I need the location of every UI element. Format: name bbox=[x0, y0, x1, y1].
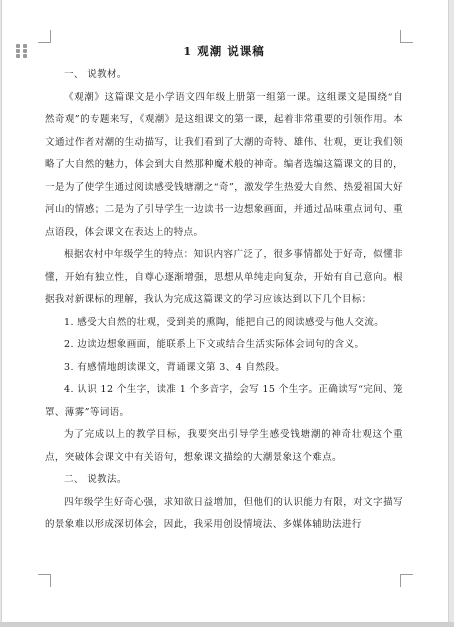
objective-item-2: 2. 边读边想象画面，能联系上下文或结合生活实际体会词句的含义。 bbox=[64, 339, 365, 350]
drag-handle-icon[interactable] bbox=[16, 44, 28, 58]
objective-item-4: 4. 认识 12 个生字，读准 1 个多音字，会写 15 个生字。正确读写“完间、笼罩、薄雾”等词语。 bbox=[45, 384, 403, 418]
document-page bbox=[2, 0, 448, 622]
document-title: 1 观潮 说课稿 bbox=[183, 44, 265, 58]
paragraph-student-analysis: 根据农村中年级学生的特点：知识内容广泛了，很多事情都处于好奇，似懂非懂，开始有独立性，自尊心逐渐增强，思想从单纯走向复杂，开始有自己意向。根据我对新课标的理解，我认为完成这篇课文的学习应该达到以下几个目标： bbox=[45, 249, 403, 305]
paragraph-method: 四年级学生好奇心强，求知欲日益增加，但他们的认识能力有限，对文字描写的景象难以形成深切体会，因此，我采用创设情境法、多媒体辅助法进行 bbox=[45, 496, 403, 530]
objective-item-3: 3. 有感情地朗读课文，背诵课文第 3、4 自然段。 bbox=[64, 361, 286, 373]
paragraph-focus-difficulty: 为了完成以上的教学目标，我要突出引导学生感受钱塘潮的神奇壮观这个重点，突破体会课文中有关语句，想象课文描绘的大潮景象这个难点。 bbox=[45, 429, 403, 463]
crop-mark-bottom-right bbox=[400, 574, 413, 587]
section-heading-teaching-method: 二、 说教法。 bbox=[64, 474, 127, 485]
document-body[interactable] bbox=[45, 42, 403, 537]
section-heading-teaching-material: 一、 说教材。 bbox=[64, 69, 127, 80]
paragraph-intro: 《观潮》这篇课文是小学语文四年级上册第一组第一课。这组课文是围绕“自然奇观”的专题来写，《观潮》是这组课文的第一课，起着非常重要的引领作用。本文通过作者对潮的生动描写，让我们看到了大潮的奇特、雄伟、壮观，更让我们领略了大自然的魅力，体会到大自然那种魔术般的神奇。编者选编这篇课文的目的，一是为了使学生通过阅读感受钱塘潮之“奇”，激发学生热爱大自然、热爱祖国大好河山的情感；二是为了引导学生一边读书一边想象画面，并通过品味重点词句、重点语段，体会课文在表达上的特点。 bbox=[45, 91, 403, 238]
objective-item-1: 1. 感受大自然的壮观，受到美的熏陶，能把自己的阅读感受与他人交流。 bbox=[64, 316, 385, 328]
crop-mark-bottom-left bbox=[38, 574, 51, 587]
next-page-gap bbox=[0, 622, 454, 627]
